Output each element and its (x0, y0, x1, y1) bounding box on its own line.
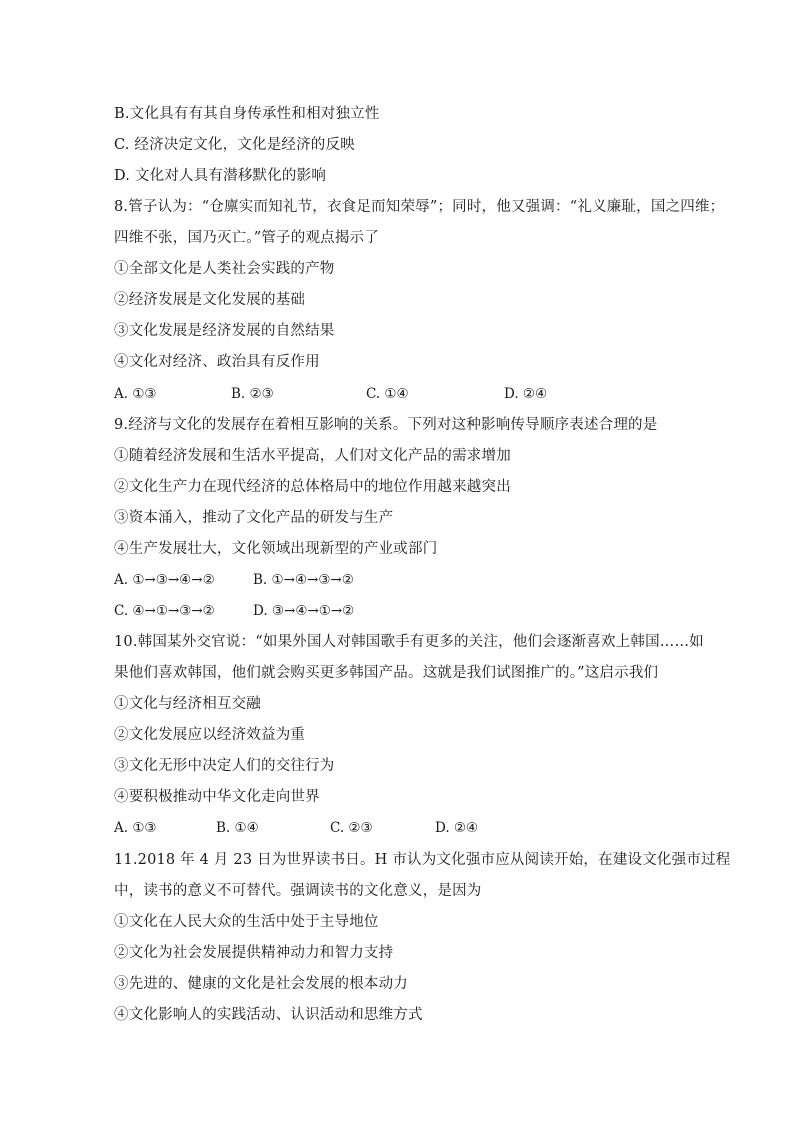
q10-option-b: B. ①④ (216, 820, 259, 836)
q11-stem-line1: 11.2018 年 4 月 23 日为世界读书日。H 市认为文化强市应从阅读开始，在建设文化强市过程 (114, 852, 731, 868)
q11-statement-4: ④文化影响人的实践活动、认识活动和思维方式 (114, 1007, 423, 1023)
q8-option-c: C. ①④ (366, 386, 409, 402)
q8-statement-2: ②经济发展是文化发展的基础 (114, 292, 306, 308)
q8-stem-line2: 四维不张，国乃灭亡。”管子的观点揭示了 (114, 230, 379, 246)
q9-option-c: C. ④→①→③→② (114, 603, 215, 619)
q9-statement-4: ④生产发展壮大，文化领域出现新型的产业或部门 (114, 541, 438, 557)
q10-statement-3: ③文化无形中决定人们的交往行为 (114, 758, 335, 774)
q7-option-c: C. 经济决定文化，文化是经济的反映 (114, 137, 355, 153)
q8-statement-3: ③文化发展是经济发展的自然结果 (114, 323, 335, 339)
q10-statement-2: ②文化发展应以经济效益为重 (114, 727, 306, 743)
q9-stem: 9.经济与文化的发展存在着相互影响的关系。下列对这种影响传导顺序表述合理的是 (114, 417, 658, 433)
q8-option-b: B. ②③ (231, 386, 274, 402)
q8-statement-1: ①全部文化是人类社会实践的产物 (114, 261, 335, 277)
q7-option-b: B.文化具有有其自身传承性和相对独立性 (114, 106, 380, 122)
q9-option-a: A. ①→③→④→② (114, 572, 215, 588)
q8-option-a: A. ①③ (114, 386, 157, 402)
q9-statement-1: ①随着经济发展和生活水平提高，人们对文化产品的需求增加 (114, 448, 511, 464)
q10-stem-line2: 果他们喜欢韩国，他们就会购买更多韩国产品。这就是我们试图推广的。”这启示我们 (114, 665, 659, 681)
q10-option-d: D. ②④ (435, 820, 479, 836)
q11-stem-line2: 中，读书的意义不可替代。强调读书的文化意义，是因为 (114, 883, 482, 899)
q10-option-c: C. ②③ (330, 820, 373, 836)
q11-statement-2: ②文化为社会发展提供精神动力和智力支持 (114, 945, 394, 961)
q10-statement-1: ①文化与经济相互交融 (114, 696, 261, 712)
q10-option-a: A. ①③ (114, 820, 157, 836)
q7-option-d: D. 文化对人具有潜移默化的影响 (114, 168, 327, 184)
q10-statement-4: ④要积极推动中华文化走向世界 (114, 789, 320, 805)
q9-option-b: B. ①→④→③→② (253, 572, 354, 588)
q8-stem-line1: 8.管子认为：“仓廪实而知礼节，衣食足而知荣辱”；同时，他又强调：“礼义廉耻，国之四维； (114, 199, 725, 215)
q9-statement-2: ②文化生产力在现代经济的总体格局中的地位作用越来越突出 (114, 479, 511, 495)
q10-stem-line1: 10.韩国某外交官说：“如果外国人对韩国歌手有更多的关注，他们会逐渐喜欢上韩国……如 (114, 634, 704, 650)
q8-option-d: D. ②④ (504, 386, 548, 402)
q9-option-d: D. ③→④→①→② (253, 603, 355, 619)
q11-statement-1: ①文化在人民大众的生活中处于主导地位 (114, 914, 379, 930)
q11-statement-3: ③先进的、健康的文化是社会发展的根本动力 (114, 976, 408, 992)
q8-statement-4: ④文化对经济、政治具有反作用 (114, 354, 320, 370)
q9-statement-3: ③资本涌入，推动了文化产品的研发与生产 (114, 510, 394, 526)
